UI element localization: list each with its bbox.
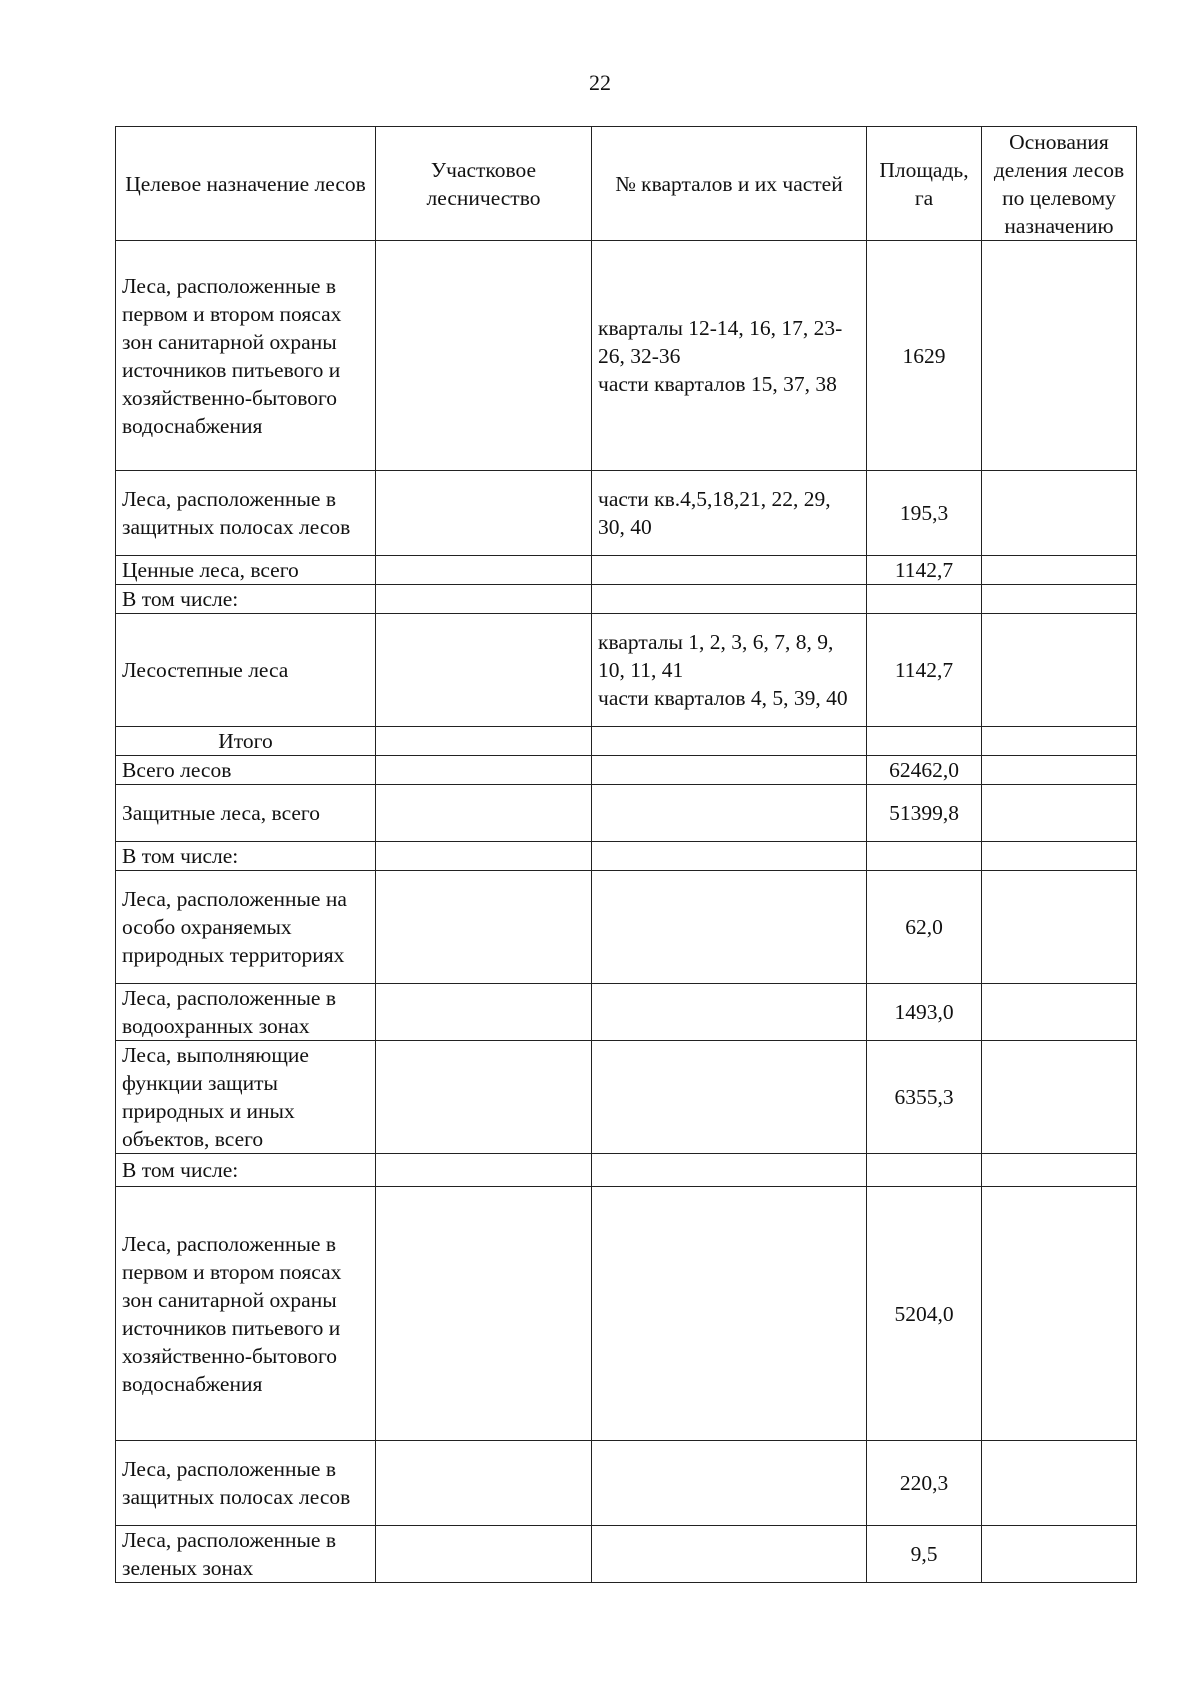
cell-quarters xyxy=(592,871,867,984)
cell-basis xyxy=(982,1441,1137,1526)
cell-quarters: кварталы 1, 2, 3, 6, 7, 8, 9, 10, 11, 41 части кварталов 4, 5, 39, 40 xyxy=(592,614,867,727)
cell-area: 62,0 xyxy=(867,871,982,984)
cell-forestry xyxy=(376,1154,592,1187)
cell-area xyxy=(867,1154,982,1187)
table-row xyxy=(116,1041,1137,1154)
page-number: 22 xyxy=(589,70,611,95)
header-basis: Основания деления лесов по целевому назначению xyxy=(982,127,1137,241)
table-row xyxy=(116,727,1137,756)
cell-area xyxy=(867,585,982,614)
cell-basis xyxy=(982,984,1137,1041)
cell-purpose: Леса, расположенные в первом и втором поясах зон санитарной охраны источников питьевого и хозяйственно-бытового водоснабжения xyxy=(116,1187,376,1441)
cell-forestry xyxy=(376,556,592,585)
cell-basis xyxy=(982,556,1137,585)
table-row xyxy=(116,871,1137,984)
table-body xyxy=(116,241,1137,1583)
table-row xyxy=(116,471,1137,556)
cell-area: 5204,0 xyxy=(867,1187,982,1441)
table-row xyxy=(116,984,1137,1041)
cell-purpose: Всего лесов xyxy=(116,756,376,785)
cell-basis xyxy=(982,1154,1137,1187)
cell-purpose: Леса, расположенные в защитных полосах лесов xyxy=(116,1441,376,1526)
cell-area: 1493,0 xyxy=(867,984,982,1041)
cell-forestry xyxy=(376,727,592,756)
cell-basis xyxy=(982,842,1137,871)
cell-quarters xyxy=(592,1526,867,1583)
cell-forestry xyxy=(376,1041,592,1154)
cell-purpose: Леса, выполняющие функции защиты природных и иных объектов, всего xyxy=(116,1041,376,1154)
cell-basis xyxy=(982,1526,1137,1583)
cell-quarters xyxy=(592,984,867,1041)
cell-quarters xyxy=(592,1041,867,1154)
cell-forestry xyxy=(376,756,592,785)
cell-purpose: В том числе: xyxy=(116,585,376,614)
table-row xyxy=(116,1187,1137,1441)
cell-basis xyxy=(982,614,1137,727)
table-row xyxy=(116,842,1137,871)
cell-purpose: В том числе: xyxy=(116,842,376,871)
header-purpose: Целевое назначение лесов xyxy=(116,127,376,241)
cell-quarters: кварталы 12-14, 16, 17, 23-26, 32-36 части кварталов 15, 37, 38 xyxy=(592,241,867,471)
cell-area: 1629 xyxy=(867,241,982,471)
table-row xyxy=(116,785,1137,842)
table-row xyxy=(116,614,1137,727)
cell-area xyxy=(867,842,982,871)
cell-quarters xyxy=(592,1154,867,1187)
header-area: Площадь, га xyxy=(867,127,982,241)
cell-purpose: В том числе: xyxy=(116,1154,376,1187)
cell-basis xyxy=(982,871,1137,984)
cell-quarters xyxy=(592,1441,867,1526)
cell-quarters xyxy=(592,585,867,614)
cell-area: 195,3 xyxy=(867,471,982,556)
cell-forestry xyxy=(376,241,592,471)
cell-area: 1142,7 xyxy=(867,614,982,727)
cell-quarters xyxy=(592,756,867,785)
table-row xyxy=(116,585,1137,614)
cell-basis xyxy=(982,241,1137,471)
cell-basis xyxy=(982,727,1137,756)
cell-quarters xyxy=(592,785,867,842)
table-row xyxy=(116,241,1137,471)
header-quarters: № кварталов и их частей xyxy=(592,127,867,241)
cell-basis xyxy=(982,471,1137,556)
cell-basis xyxy=(982,585,1137,614)
table-row xyxy=(116,756,1137,785)
cell-forestry xyxy=(376,1187,592,1441)
cell-purpose: Лесостепные леса xyxy=(116,614,376,727)
cell-basis xyxy=(982,785,1137,842)
cell-forestry xyxy=(376,842,592,871)
cell-quarters xyxy=(592,842,867,871)
cell-purpose: Леса, расположенные в зеленых зонах xyxy=(116,1526,376,1583)
cell-area: 1142,7 xyxy=(867,556,982,585)
cell-purpose: Итого xyxy=(116,727,376,756)
table-row xyxy=(116,1526,1137,1583)
cell-area: 9,5 xyxy=(867,1526,982,1583)
cell-quarters xyxy=(592,1187,867,1441)
cell-purpose: Леса, расположенные на особо охраняемых природных территориях xyxy=(116,871,376,984)
cell-area: 220,3 xyxy=(867,1441,982,1526)
cell-forestry xyxy=(376,1441,592,1526)
cell-forestry xyxy=(376,984,592,1041)
cell-quarters xyxy=(592,556,867,585)
cell-basis xyxy=(982,1041,1137,1154)
cell-area xyxy=(867,727,982,756)
cell-basis xyxy=(982,756,1137,785)
cell-forestry xyxy=(376,871,592,984)
cell-purpose: Леса, расположенные в защитных полосах лесов xyxy=(116,471,376,556)
table-row xyxy=(116,1154,1137,1187)
table-row xyxy=(116,1441,1137,1526)
forest-purpose-table xyxy=(115,126,1137,1583)
cell-quarters: части кв.4,5,18,21, 22, 29, 30, 40 xyxy=(592,471,867,556)
table-header-row xyxy=(116,127,1137,241)
cell-purpose: Защитные леса, всего xyxy=(116,785,376,842)
table-row xyxy=(116,556,1137,585)
cell-purpose: Леса, расположенные в первом и втором поясах зон санитарной охраны источников питьевого и хозяйственно-бытового водоснабжения xyxy=(116,241,376,471)
cell-area: 62462,0 xyxy=(867,756,982,785)
cell-purpose: Леса, расположенные в водоохранных зонах xyxy=(116,984,376,1041)
cell-quarters xyxy=(592,727,867,756)
cell-forestry xyxy=(376,471,592,556)
header-forestry: Участковое лесничество xyxy=(376,127,592,241)
cell-forestry xyxy=(376,614,592,727)
cell-area: 51399,8 xyxy=(867,785,982,842)
cell-area: 6355,3 xyxy=(867,1041,982,1154)
cell-purpose: Ценные леса, всего xyxy=(116,556,376,585)
cell-forestry xyxy=(376,1526,592,1583)
cell-basis xyxy=(982,1187,1137,1441)
cell-forestry xyxy=(376,785,592,842)
cell-forestry xyxy=(376,585,592,614)
